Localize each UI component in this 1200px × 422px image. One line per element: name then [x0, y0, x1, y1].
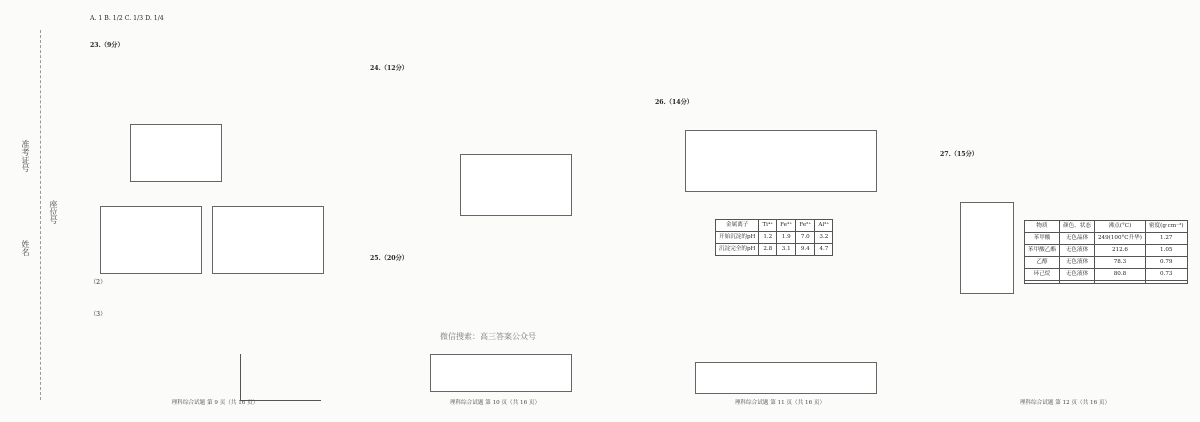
- binding-label-a: 准考证号: [21, 140, 30, 172]
- page-footer: 理科综合试题 第 9 页（共 16 页）: [171, 400, 259, 406]
- table-cell: 9.4: [796, 244, 815, 256]
- binding-label-b: 姓名: [21, 240, 30, 256]
- table-cell: 开始沉淀的pH: [716, 232, 759, 244]
- table-cell: 212.6: [1094, 245, 1145, 257]
- options-line: A. 1 B. 1/2 C. 1/3 D. 1/4: [90, 15, 164, 22]
- table-header: Al³⁺: [815, 220, 833, 232]
- apparatus-figure: [960, 202, 1014, 294]
- table-cell: [1094, 281, 1145, 284]
- page-footer: 理科综合试题 第 11 页（共 16 页）: [734, 400, 826, 406]
- binding-dashed-line: [40, 30, 41, 400]
- table-cell: 苯甲酸乙酯: [1025, 245, 1060, 257]
- graph-figure: [240, 354, 321, 401]
- table-header: 物质: [1025, 221, 1060, 233]
- property-table: [1024, 220, 1188, 284]
- table-header: 密度(g·cm⁻³): [1145, 221, 1187, 233]
- process-flow-figure: [685, 130, 877, 192]
- table-cell: 1.9: [777, 232, 796, 244]
- table-cell: [1145, 281, 1187, 284]
- electrolysis-figure: [695, 362, 877, 394]
- table-cell: 无色液体: [1059, 269, 1094, 281]
- question-24: 24.（12分）: [370, 65, 408, 72]
- multimeter-figure: [100, 206, 202, 274]
- table-cell: 0.73: [1145, 269, 1187, 281]
- table-header: 金属离子: [716, 220, 759, 232]
- table-cell: 1.05: [1145, 245, 1187, 257]
- table-cell: 3.1: [777, 244, 796, 256]
- table-cell: 沉淀完全的pH: [716, 244, 759, 256]
- table-cell: 2.8: [759, 244, 777, 256]
- table-cell: 7.0: [796, 232, 815, 244]
- watermark-text: 微信搜索：高三答案公众号: [440, 332, 536, 341]
- page-footer: 理科综合试题 第 12 页（共 16 页）: [1019, 400, 1111, 406]
- question-23-part-2: （2）: [90, 279, 107, 286]
- binding-margin: [0, 0, 70, 422]
- question-26: 26.（14分）: [655, 99, 693, 106]
- table-cell: 环己烷: [1025, 269, 1060, 281]
- block-figure: [430, 354, 572, 392]
- question-23-part-3: （3）: [90, 311, 107, 318]
- track-figure: [460, 154, 572, 216]
- table-cell: 3.2: [815, 232, 833, 244]
- table-cell: 80.8: [1094, 269, 1145, 281]
- table-cell: 苯甲酸: [1025, 233, 1060, 245]
- table-header: Ti⁴⁺: [759, 220, 777, 232]
- question-27: 27.（15分）: [940, 151, 978, 158]
- circuit-diagram: [130, 124, 222, 182]
- page-11: [655, 14, 905, 414]
- table-cell: 乙醇: [1025, 257, 1060, 269]
- meter-dial-figure: [212, 206, 324, 274]
- page-footer: 理科综合试题 第 10 页（共 16 页）: [449, 400, 541, 406]
- question-25: 25.（20分）: [370, 255, 408, 262]
- table-cell: 78.3: [1094, 257, 1145, 269]
- table-cell: 无色晶体: [1059, 233, 1094, 245]
- table-header: Fe²⁺: [796, 220, 815, 232]
- page-10: [370, 14, 620, 414]
- ion-ph-table: [715, 219, 833, 256]
- table-header: Fe³⁺: [777, 220, 796, 232]
- table-cell: 无色液体: [1059, 257, 1094, 269]
- table-cell: 0.79: [1145, 257, 1187, 269]
- page-12: [940, 14, 1190, 414]
- binding-label-c: 座位号: [49, 200, 58, 224]
- table-cell: 1.27: [1145, 233, 1187, 245]
- question-23: 23.（9分）: [90, 42, 124, 49]
- table-cell: 1.2: [759, 232, 777, 244]
- page-9: [90, 14, 340, 414]
- table-header: 颜色、状态: [1059, 221, 1094, 233]
- table-cell: 无色液体: [1059, 245, 1094, 257]
- table-header: 沸点(°C): [1094, 221, 1145, 233]
- table-cell: 249(100°C升华): [1094, 233, 1145, 245]
- table-cell: [1059, 281, 1094, 284]
- table-cell: 4.7: [815, 244, 833, 256]
- table-cell: [1025, 281, 1060, 284]
